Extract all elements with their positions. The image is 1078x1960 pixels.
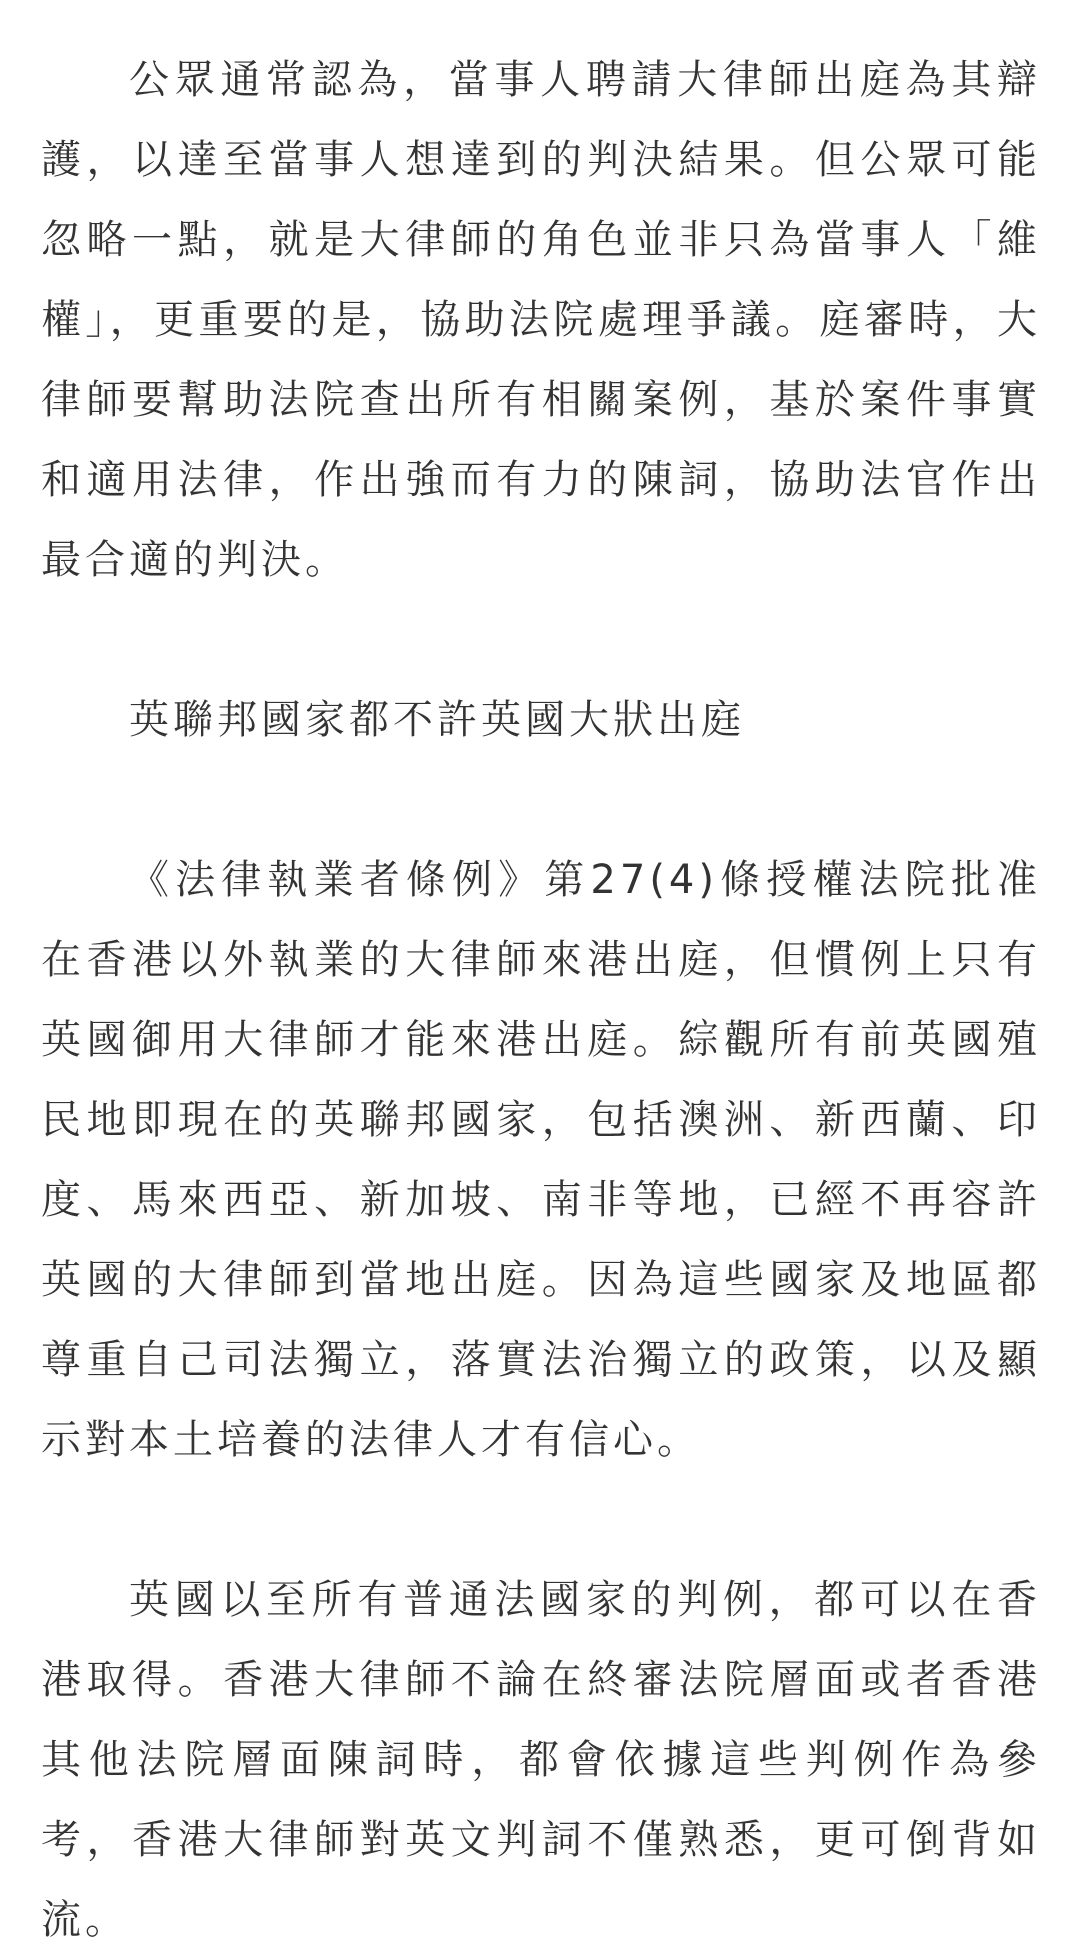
paragraph-barrister-role: 公眾通常認為，當事人聘請大律師出庭為其辯護，以達至當事人想達到的判決結果。但公眾可能忽略一點，就是大律師的角色並非只為當事人「維權」，更重要的是，協助法院處理爭議。庭審時，大律師要幫助法院查出所有相關案例，基於案件事實和適用法律，作出強而有力的陳詞，協助法官作出最合適的判決。: [41, 57, 1041, 583]
paragraph-common-law-precedents: 英國以至所有普通法國家的判例，都可以在香港取得。香港大律師不論在終審法院層面或者香港其他法院層面陳詞時，都會依據這些判例作為參考，香港大律師對英文判詞不僅熟悉，更可倒背如流。: [41, 1577, 1041, 1943]
paragraph-legal-practitioners-ordinance: 《法律執業者條例》第27(4)條授權法院批准在香港以外執業的大律師來港出庭，但慣例上只有英國御用大律師才能來港出庭。綜觀所有前英國殖民地即現在的英聯邦國家，包括澳洲、新西蘭、印度、馬來西亞、新加坡、南非等地，已經不再容許英國的大律師到當地出庭。因為這些國家及地區都尊重自己司法獨立，落實法治獨立的政策，以及顯示對本土培養的法律人才有信心。: [41, 857, 1041, 1463]
section-subheading: 英聯邦國家都不許英國大狀出庭: [129, 697, 745, 743]
article-body: [41, 40, 1041, 1960]
